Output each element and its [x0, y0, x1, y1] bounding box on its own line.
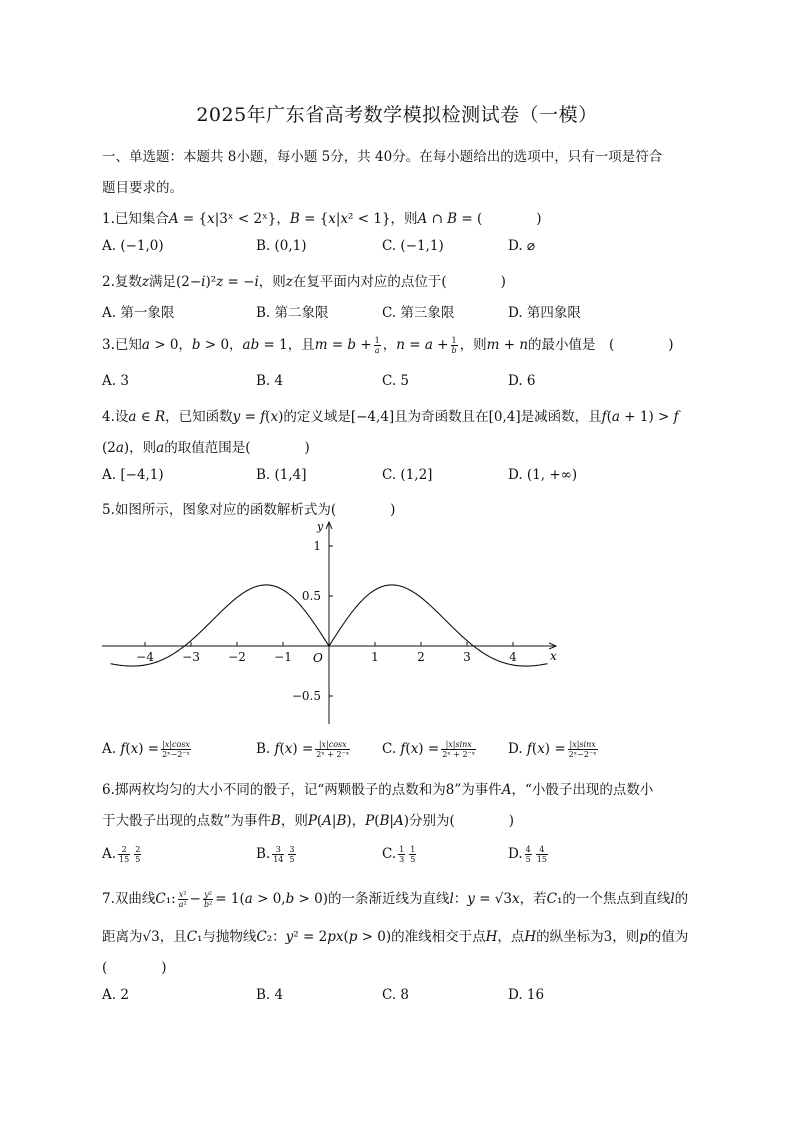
option-fraction [568, 740, 598, 759]
fraction-numerator: 2 [118, 845, 130, 855]
origin-label: 𝑂 [313, 651, 323, 665]
fraction-denominator: 3 [399, 855, 405, 864]
fraction-denominator: 2ˣ + 2⁻ˣ [316, 750, 350, 759]
question-7-stem-line-2: 距离为√3，且𝐶₁与抛物线𝐶₂：𝑦² = 2𝑝𝑥(𝑝 > 0)的准线相交于点𝐻，点𝐻的纵坐标为3，则𝑝的值为 [102, 929, 689, 945]
fraction-numerator: 1 [399, 845, 405, 854]
question-7-option-c[interactable]: C. 8 [382, 987, 410, 1003]
question-6-option-b[interactable] [256, 845, 298, 864]
question-1-option-c[interactable]: C. (−1,1) [382, 238, 444, 254]
fraction-denominator: 𝑎² [178, 900, 187, 909]
question-7-stem-part-1: 7.双曲线𝐶₁: [102, 891, 176, 907]
question-3-stem-part-1: 3.已知𝑎 > 0，𝑏 > 0，𝑎𝑏 = 1，且𝑚 = 𝑏 + [102, 337, 372, 353]
question-5-option-c[interactable] [382, 740, 478, 759]
fraction-numerator: 𝑥² [178, 890, 187, 899]
option-fraction-1 [272, 845, 284, 864]
fraction-denominator: 2ˣ−2⁻ˣ [568, 750, 597, 759]
question-6-option-d[interactable] [508, 845, 550, 864]
question-5-option-b[interactable] [256, 740, 352, 759]
fraction-denominator: 5 [525, 855, 531, 864]
function-graph [98, 516, 568, 731]
question-6-option-c[interactable] [382, 845, 418, 864]
option-prefix: C. 𝑓(𝑥) = [382, 741, 440, 757]
option-fraction-2 [288, 845, 295, 864]
fraction-denominator: 5 [289, 855, 295, 864]
question-2-option-c[interactable]: C. 第三象限 [382, 305, 455, 321]
question-1-stem: 1.已知集合𝐴 = {𝑥|3ˣ < 2ˣ}，𝐵 = {𝑥|𝑥² < 1}，则𝐴 ∩ 𝐵 = ( ) [102, 211, 542, 227]
y-axis-label: 𝑦 [317, 520, 324, 533]
fraction-denominator: 𝑏 [451, 346, 457, 355]
x-tick-label: −3 [182, 650, 200, 664]
question-4-option-b[interactable]: B. (1,4] [256, 467, 307, 483]
question-5-option-a[interactable] [102, 740, 193, 759]
question-2-option-b[interactable]: B. 第二象限 [256, 305, 329, 321]
question-7-stem-line-1 [102, 887, 688, 909]
option-prefix: A. 𝑓(𝑥) = [102, 741, 160, 757]
question-2-stem: 2.复数𝑧满足(2−𝑖)²𝑧 = −𝑖，则𝑧在复平面内对应的点位于( ) [102, 274, 506, 290]
x-tick-label: −4 [136, 650, 154, 664]
question-7-fraction-2 [203, 890, 213, 909]
option-fraction [161, 740, 191, 759]
fraction-numerator: 3 [289, 845, 295, 854]
minus-sign: − [189, 891, 201, 907]
option-fraction [315, 740, 350, 759]
option-fraction-2 [536, 845, 548, 864]
question-3-option-a[interactable]: A. 3 [102, 373, 129, 389]
x-axis-label: 𝑥 [550, 649, 557, 663]
fraction-denominator: 2ˣ + 2⁻ˣ [442, 750, 476, 759]
question-1-option-d[interactable]: D. ⌀ [508, 238, 536, 254]
fraction-denominator: 15 [536, 855, 547, 864]
fraction-denominator: 14 [273, 855, 284, 864]
fraction-denominator: 15 [119, 855, 130, 864]
y-tick-label: 0.5 [301, 589, 321, 603]
fraction-denominator: 5 [410, 855, 416, 864]
graph-axes [102, 522, 556, 724]
question-7-option-d[interactable]: D. 16 [508, 987, 545, 1003]
fraction-numerator: 2 [135, 845, 141, 854]
option-prefix: D. [508, 846, 523, 862]
option-prefix: C. [382, 846, 397, 862]
fraction-numerator: 3 [272, 845, 284, 855]
fraction-numerator: 𝑦² [204, 890, 212, 899]
y-tick-label: 1 [313, 539, 321, 553]
option-fraction-1 [398, 845, 405, 864]
x-tick-label: 3 [463, 650, 471, 664]
question-7-option-b[interactable]: B. 4 [256, 987, 284, 1003]
fraction-numerator: 1 [374, 336, 380, 345]
question-1-option-a[interactable]: A. (−1,0) [102, 238, 164, 254]
question-2-option-d[interactable]: D. 第四象限 [508, 305, 581, 321]
option-prefix: D. 𝑓(𝑥) = [508, 741, 566, 757]
fraction-denominator: 5 [135, 855, 141, 864]
y-tick-label: −0.5 [291, 689, 321, 703]
question-7-stem-part-2: = 1(𝑎 > 0,𝑏 > 0)的一条渐近线为直线𝑙：𝑦 = √3𝑥，若𝐶₁的一个焦点到直线𝑙的 [215, 891, 689, 907]
fraction-numerator: |𝑥|𝑐𝑜𝑠𝑥 [315, 740, 350, 750]
fraction-numerator: 4 [536, 845, 548, 855]
exam-title: 2025年广东省高考数学模拟检测试卷（一模） [196, 104, 598, 126]
question-5-option-d[interactable] [508, 740, 600, 759]
question-4-option-d[interactable]: D. (1, +∞) [508, 467, 578, 483]
fraction-numerator: |𝑥|𝑠𝑖𝑛𝑥 [441, 740, 476, 750]
x-tick-label: −1 [274, 650, 292, 664]
option-fraction-2 [409, 845, 416, 864]
option-fraction [441, 740, 476, 759]
question-3-fraction-2 [451, 336, 458, 355]
option-prefix: B. 𝑓(𝑥) = [256, 741, 314, 757]
fraction-denominator: 𝑏² [203, 900, 213, 909]
question-3-option-b[interactable]: B. 4 [256, 373, 284, 389]
question-4-option-a[interactable]: A. [−4,1) [102, 467, 164, 483]
question-3-fraction-1 [374, 336, 381, 355]
option-fraction-2 [134, 845, 141, 864]
question-5-stem: 5.如图所示，图象对应的函数解析式为( ) [102, 502, 396, 518]
question-6-stem-line-2: 于大骰子出现的点数”为事件𝐵，则𝑃(𝐴|𝐵)，𝑃(𝐵|𝐴)分别为( ) [102, 813, 515, 829]
option-prefix: B. [256, 846, 271, 862]
graph-ticks [136, 539, 517, 703]
x-tick-label: 4 [509, 650, 517, 664]
fraction-numerator: |𝑥|𝑠𝑖𝑛𝑥 [569, 740, 596, 749]
fraction-denominator: 𝑎 [374, 346, 380, 355]
question-4-stem-line-1: 4.设𝑎 ∈ 𝑅，已知函数𝑦 = 𝑓(𝑥)的定义域是[−4,4]且为奇函数且在[0,4]是减函数，且𝑓(𝑎 + 1) > 𝑓 [102, 409, 679, 425]
question-4-option-c[interactable]: C. (1,2] [382, 467, 433, 483]
question-3-stem-part-3: ，则𝑚 + 𝑛的最小值是 ( ) [459, 337, 674, 353]
question-4-stem-line-2: (2𝑎)，则𝑎的取值范围是( ) [102, 440, 310, 456]
question-6-option-a[interactable] [102, 845, 143, 864]
option-fraction-1 [525, 845, 532, 864]
x-tick-label: 1 [371, 650, 379, 664]
option-prefix: A. [102, 846, 117, 862]
section-heading-line-2: 题目要求的。 [102, 180, 183, 196]
question-6-stem-line-1: 6.掷两枚均匀的大小不同的骰子，记“两颗骰子的点数和为8”为事件𝐴，“小骰子出现的点数小 [102, 782, 654, 798]
question-7-stem-line-3: ( ) [102, 960, 167, 976]
question-3-option-d[interactable]: D. 6 [508, 373, 536, 389]
fraction-numerator: |𝑥|𝑐𝑜𝑠𝑥 [162, 740, 190, 749]
question-3-option-c[interactable]: C. 5 [382, 373, 410, 389]
question-7-fraction-1 [178, 890, 188, 909]
option-fraction-1 [118, 845, 130, 864]
x-tick-label: −2 [228, 650, 246, 664]
fraction-denominator: 2ˣ−2⁻ˣ [162, 750, 190, 759]
fraction-numerator: 1 [410, 845, 416, 854]
fraction-numerator: 1 [451, 336, 457, 345]
question-1-option-b[interactable]: B. (0,1) [256, 238, 307, 254]
question-3-stem [102, 333, 674, 355]
question-2-option-a[interactable]: A. 第一象限 [102, 305, 175, 321]
x-tick-label: 2 [417, 650, 425, 664]
question-7-option-a[interactable]: A. 2 [102, 987, 129, 1003]
question-3-stem-part-2: ，𝑛 = 𝑎 + [382, 337, 449, 353]
fraction-numerator: 4 [525, 845, 531, 854]
section-heading-line-1: 一、单选题：本题共 8小题，每小题 5分，共 40分。在每小题给出的选项中，只有一项是符合 [102, 149, 663, 165]
